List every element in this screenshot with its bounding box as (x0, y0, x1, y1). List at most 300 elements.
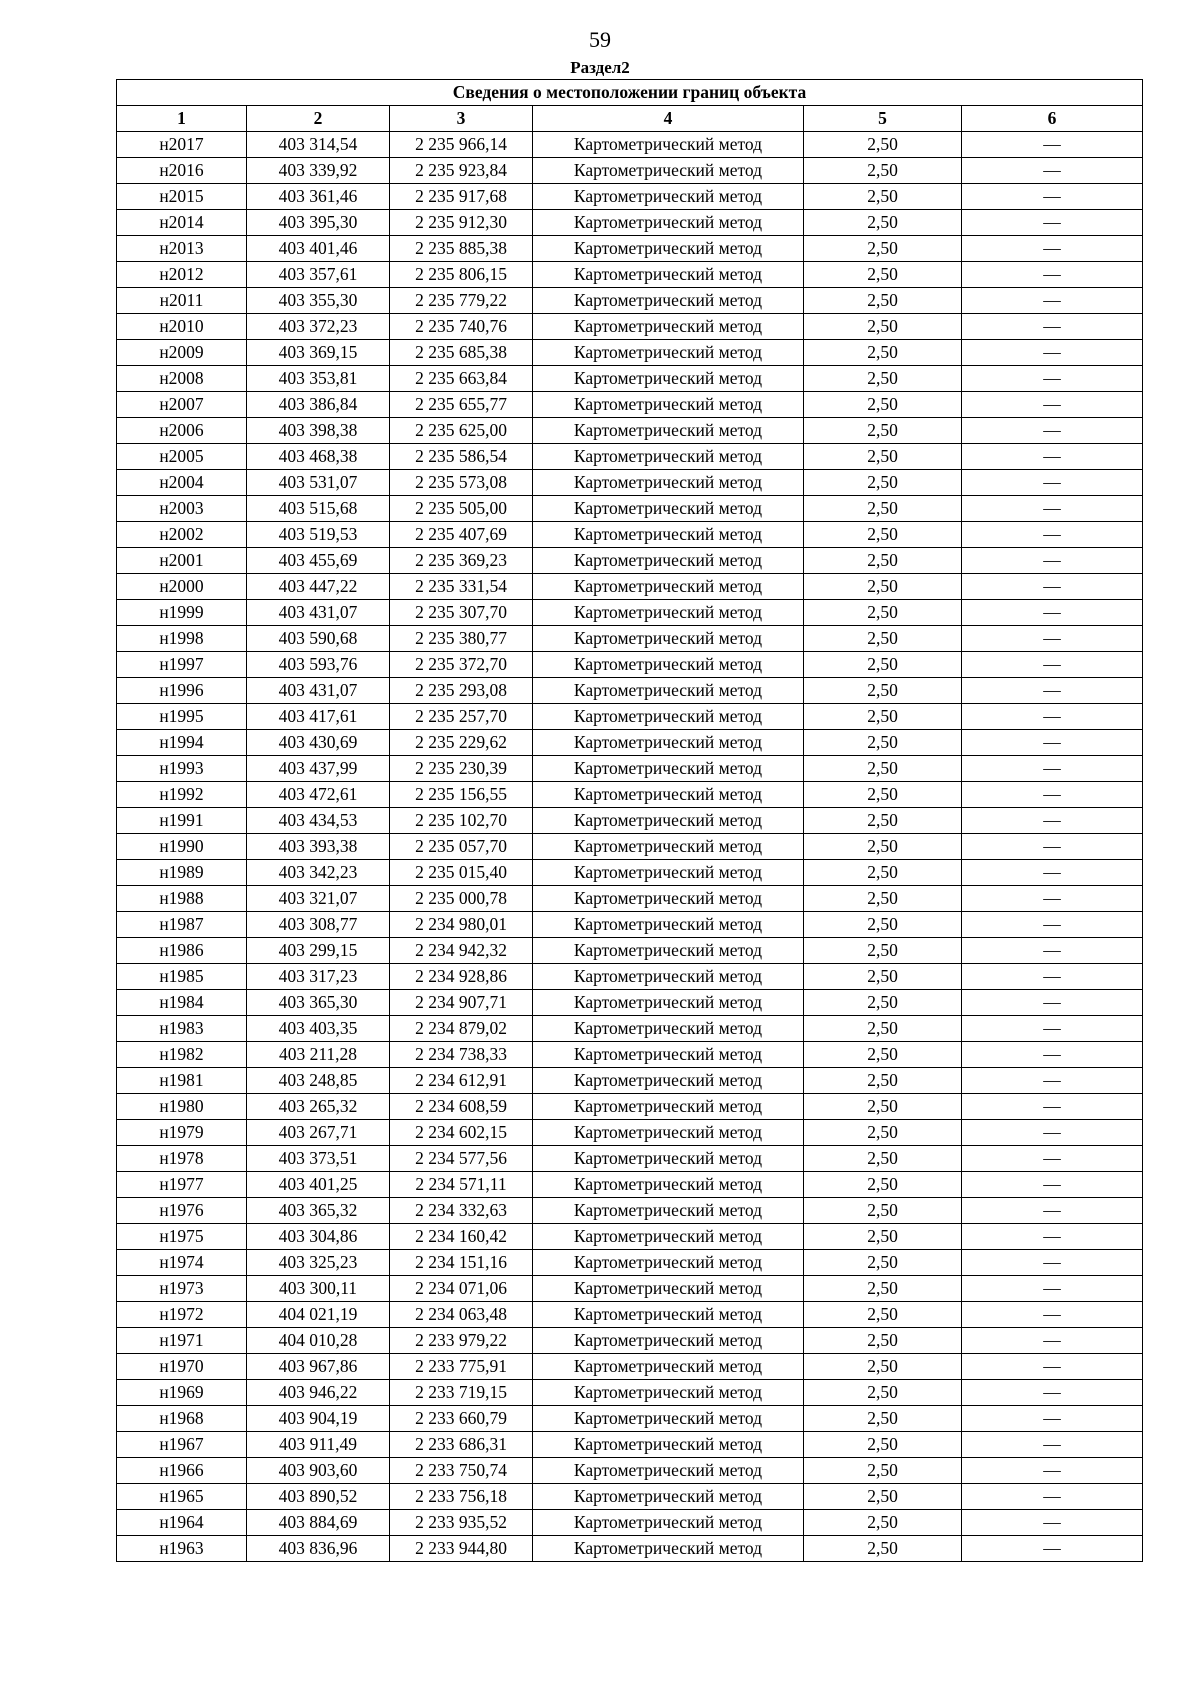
description-cell: — (962, 938, 1143, 964)
method-cell: Картометрический метод (533, 1250, 804, 1276)
description-cell: — (962, 626, 1143, 652)
section-title: Раздел2 (570, 58, 630, 77)
x-coordinate-cell: 403 342,23 (247, 860, 390, 886)
x-coordinate-cell: 403 321,07 (247, 886, 390, 912)
method-cell: Картометрический метод (533, 522, 804, 548)
accuracy-cell: 2,50 (804, 1432, 962, 1458)
table-row (117, 1276, 1143, 1302)
description-cell: — (962, 730, 1143, 756)
accuracy-cell: 2,50 (804, 496, 962, 522)
description-cell: — (962, 860, 1143, 886)
table-row (117, 1042, 1143, 1068)
method-cell: Картометрический метод (533, 158, 804, 184)
description-cell: — (962, 522, 1143, 548)
point-id-cell: н1966 (117, 1458, 247, 1484)
accuracy-cell: 2,50 (804, 1224, 962, 1250)
accuracy-cell: 2,50 (804, 418, 962, 444)
description-cell: — (962, 834, 1143, 860)
x-coordinate-cell: 403 890,52 (247, 1484, 390, 1510)
accuracy-cell: 2,50 (804, 1354, 962, 1380)
y-coordinate-cell: 2 234 738,33 (390, 1042, 533, 1068)
x-coordinate-cell: 404 010,28 (247, 1328, 390, 1354)
x-coordinate-cell: 403 304,86 (247, 1224, 390, 1250)
accuracy-cell: 2,50 (804, 1120, 962, 1146)
description-cell: — (962, 1484, 1143, 1510)
y-coordinate-cell: 2 235 307,70 (390, 600, 533, 626)
point-id-cell: н1975 (117, 1224, 247, 1250)
point-id-cell: н1972 (117, 1302, 247, 1328)
method-cell: Картометрический метод (533, 1432, 804, 1458)
description-cell: — (962, 1094, 1143, 1120)
description-cell: — (962, 470, 1143, 496)
table-row (117, 314, 1143, 340)
description-cell: — (962, 1146, 1143, 1172)
point-id-cell: н2013 (117, 236, 247, 262)
accuracy-cell: 2,50 (804, 288, 962, 314)
description-cell: — (962, 314, 1143, 340)
x-coordinate-cell: 403 967,86 (247, 1354, 390, 1380)
accuracy-cell: 2,50 (804, 1406, 962, 1432)
x-coordinate-cell: 403 904,19 (247, 1406, 390, 1432)
table-body (117, 132, 1143, 1562)
y-coordinate-cell: 2 235 102,70 (390, 808, 533, 834)
table-row (117, 1458, 1143, 1484)
method-cell: Картометрический метод (533, 1458, 804, 1484)
y-coordinate-cell: 2 234 160,42 (390, 1224, 533, 1250)
table-row (117, 782, 1143, 808)
y-coordinate-cell: 2 234 879,02 (390, 1016, 533, 1042)
accuracy-cell: 2,50 (804, 1146, 962, 1172)
method-cell: Картометрический метод (533, 1146, 804, 1172)
y-coordinate-cell: 2 235 685,38 (390, 340, 533, 366)
x-coordinate-cell: 403 369,15 (247, 340, 390, 366)
point-id-cell: н2016 (117, 158, 247, 184)
y-coordinate-cell: 2 234 071,06 (390, 1276, 533, 1302)
y-coordinate-cell: 2 235 573,08 (390, 470, 533, 496)
point-id-cell: н1973 (117, 1276, 247, 1302)
point-id-cell: н2002 (117, 522, 247, 548)
y-coordinate-cell: 2 234 980,01 (390, 912, 533, 938)
point-id-cell: н1965 (117, 1484, 247, 1510)
description-cell: — (962, 574, 1143, 600)
point-id-cell: н1997 (117, 652, 247, 678)
y-coordinate-cell: 2 233 719,15 (390, 1380, 533, 1406)
method-cell: Картометрический метод (533, 964, 804, 990)
table-row (117, 1250, 1143, 1276)
table-row (117, 756, 1143, 782)
accuracy-cell: 2,50 (804, 262, 962, 288)
x-coordinate-cell: 403 365,30 (247, 990, 390, 1016)
description-cell: — (962, 262, 1143, 288)
accuracy-cell: 2,50 (804, 912, 962, 938)
y-coordinate-cell: 2 235 923,84 (390, 158, 533, 184)
accuracy-cell: 2,50 (804, 1042, 962, 1068)
x-coordinate-cell: 403 372,23 (247, 314, 390, 340)
table-row (117, 522, 1143, 548)
method-cell: Картометрический метод (533, 678, 804, 704)
table-row (117, 236, 1143, 262)
description-cell: — (962, 1328, 1143, 1354)
x-coordinate-cell: 403 403,35 (247, 1016, 390, 1042)
method-cell: Картометрический метод (533, 990, 804, 1016)
y-coordinate-cell: 2 235 505,00 (390, 496, 533, 522)
accuracy-cell: 2,50 (804, 1510, 962, 1536)
point-id-cell: н2015 (117, 184, 247, 210)
table-row (117, 158, 1143, 184)
accuracy-cell: 2,50 (804, 1380, 962, 1406)
description-cell: — (962, 1510, 1143, 1536)
table-row (117, 808, 1143, 834)
accuracy-cell: 2,50 (804, 1172, 962, 1198)
description-cell: — (962, 1016, 1143, 1042)
point-id-cell: н2003 (117, 496, 247, 522)
x-coordinate-cell: 403 248,85 (247, 1068, 390, 1094)
point-id-cell: н1974 (117, 1250, 247, 1276)
table-row (117, 184, 1143, 210)
y-coordinate-cell: 2 233 660,79 (390, 1406, 533, 1432)
method-cell: Картометрический метод (533, 210, 804, 236)
accuracy-cell: 2,50 (804, 652, 962, 678)
description-cell: — (962, 158, 1143, 184)
table-row (117, 496, 1143, 522)
table-row (117, 210, 1143, 236)
y-coordinate-cell: 2 234 151,16 (390, 1250, 533, 1276)
method-cell: Картометрический метод (533, 392, 804, 418)
description-cell: — (962, 1198, 1143, 1224)
description-cell: — (962, 808, 1143, 834)
table-row (117, 912, 1143, 938)
description-cell: — (962, 912, 1143, 938)
point-id-cell: н1994 (117, 730, 247, 756)
table-row (117, 340, 1143, 366)
x-coordinate-cell: 403 519,53 (247, 522, 390, 548)
point-id-cell: н1985 (117, 964, 247, 990)
column-header: 1 (117, 106, 247, 132)
method-cell: Картометрический метод (533, 262, 804, 288)
y-coordinate-cell: 2 233 750,74 (390, 1458, 533, 1484)
table-row (117, 548, 1143, 574)
y-coordinate-cell: 2 235 966,14 (390, 132, 533, 158)
y-coordinate-cell: 2 235 380,77 (390, 626, 533, 652)
y-coordinate-cell: 2 235 586,54 (390, 444, 533, 470)
x-coordinate-cell: 403 836,96 (247, 1536, 390, 1562)
x-coordinate-cell: 403 211,28 (247, 1042, 390, 1068)
accuracy-cell: 2,50 (804, 626, 962, 652)
method-cell: Картометрический метод (533, 912, 804, 938)
method-cell: Картометрический метод (533, 314, 804, 340)
x-coordinate-cell: 403 314,54 (247, 132, 390, 158)
method-cell: Картометрический метод (533, 288, 804, 314)
point-id-cell: н1967 (117, 1432, 247, 1458)
y-coordinate-cell: 2 235 015,40 (390, 860, 533, 886)
column-number-row (117, 106, 1143, 132)
table-row (117, 860, 1143, 886)
y-coordinate-cell: 2 235 806,15 (390, 262, 533, 288)
table-row (117, 652, 1143, 678)
y-coordinate-cell: 2 235 625,00 (390, 418, 533, 444)
point-id-cell: н1988 (117, 886, 247, 912)
y-coordinate-cell: 2 235 257,70 (390, 704, 533, 730)
y-coordinate-cell: 2 234 608,59 (390, 1094, 533, 1120)
table-row (117, 1328, 1143, 1354)
x-coordinate-cell: 403 431,07 (247, 600, 390, 626)
x-coordinate-cell: 403 593,76 (247, 652, 390, 678)
table-caption: Сведения о местоположении границ объекта (117, 80, 1143, 106)
point-id-cell: н1993 (117, 756, 247, 782)
method-cell: Картометрический метод (533, 886, 804, 912)
point-id-cell: н1995 (117, 704, 247, 730)
method-cell: Картометрический метод (533, 184, 804, 210)
accuracy-cell: 2,50 (804, 1458, 962, 1484)
accuracy-cell: 2,50 (804, 1484, 962, 1510)
table-row (117, 574, 1143, 600)
x-coordinate-cell: 403 590,68 (247, 626, 390, 652)
point-id-cell: н2017 (117, 132, 247, 158)
table-row (117, 1302, 1143, 1328)
description-cell: — (962, 1276, 1143, 1302)
accuracy-cell: 2,50 (804, 834, 962, 860)
table-row (117, 964, 1143, 990)
method-cell: Картометрический метод (533, 1302, 804, 1328)
point-id-cell: н1992 (117, 782, 247, 808)
x-coordinate-cell: 403 884,69 (247, 1510, 390, 1536)
table-row (117, 730, 1143, 756)
point-id-cell: н1989 (117, 860, 247, 886)
accuracy-cell: 2,50 (804, 548, 962, 574)
point-id-cell: н1976 (117, 1198, 247, 1224)
y-coordinate-cell: 2 235 885,38 (390, 236, 533, 262)
method-cell: Картометрический метод (533, 340, 804, 366)
x-coordinate-cell: 403 417,61 (247, 704, 390, 730)
description-cell: — (962, 756, 1143, 782)
point-id-cell: н2005 (117, 444, 247, 470)
y-coordinate-cell: 2 235 407,69 (390, 522, 533, 548)
accuracy-cell: 2,50 (804, 990, 962, 1016)
method-cell: Картометрический метод (533, 860, 804, 886)
table-row (117, 704, 1143, 730)
table-row (117, 1172, 1143, 1198)
x-coordinate-cell: 403 430,69 (247, 730, 390, 756)
y-coordinate-cell: 2 235 917,68 (390, 184, 533, 210)
point-id-cell: н1964 (117, 1510, 247, 1536)
method-cell: Картометрический метод (533, 1354, 804, 1380)
description-cell: — (962, 1458, 1143, 1484)
y-coordinate-cell: 2 234 332,63 (390, 1198, 533, 1224)
table-row (117, 288, 1143, 314)
table-row (117, 366, 1143, 392)
method-cell: Картометрический метод (533, 834, 804, 860)
table-row (117, 1484, 1143, 1510)
description-cell: — (962, 1224, 1143, 1250)
description-cell: — (962, 1432, 1143, 1458)
description-cell: — (962, 1250, 1143, 1276)
description-cell: — (962, 1172, 1143, 1198)
y-coordinate-cell: 2 235 331,54 (390, 574, 533, 600)
description-cell: — (962, 1042, 1143, 1068)
accuracy-cell: 2,50 (804, 1094, 962, 1120)
point-id-cell: н1998 (117, 626, 247, 652)
accuracy-cell: 2,50 (804, 184, 962, 210)
method-cell: Картометрический метод (533, 1198, 804, 1224)
description-cell: — (962, 366, 1143, 392)
accuracy-cell: 2,50 (804, 1250, 962, 1276)
method-cell: Картометрический метод (533, 1406, 804, 1432)
point-id-cell: н1968 (117, 1406, 247, 1432)
y-coordinate-cell: 2 235 655,77 (390, 392, 533, 418)
y-coordinate-cell: 2 235 369,23 (390, 548, 533, 574)
accuracy-cell: 2,50 (804, 1276, 962, 1302)
description-cell: — (962, 1406, 1143, 1432)
accuracy-cell: 2,50 (804, 678, 962, 704)
method-cell: Картометрический метод (533, 1536, 804, 1562)
point-id-cell: н1978 (117, 1146, 247, 1172)
x-coordinate-cell: 403 903,60 (247, 1458, 390, 1484)
accuracy-cell: 2,50 (804, 1016, 962, 1042)
accuracy-cell: 2,50 (804, 366, 962, 392)
accuracy-cell: 2,50 (804, 756, 962, 782)
table-row (117, 1146, 1143, 1172)
x-coordinate-cell: 403 353,81 (247, 366, 390, 392)
y-coordinate-cell: 2 235 293,08 (390, 678, 533, 704)
method-cell: Картометрический метод (533, 366, 804, 392)
column-header: 3 (390, 106, 533, 132)
point-id-cell: н2008 (117, 366, 247, 392)
x-coordinate-cell: 403 325,23 (247, 1250, 390, 1276)
table-row (117, 600, 1143, 626)
point-id-cell: н1991 (117, 808, 247, 834)
table-row (117, 444, 1143, 470)
description-cell: — (962, 1536, 1143, 1562)
method-cell: Картометрический метод (533, 652, 804, 678)
method-cell: Картометрический метод (533, 496, 804, 522)
x-coordinate-cell: 403 373,51 (247, 1146, 390, 1172)
table-row (117, 1224, 1143, 1250)
accuracy-cell: 2,50 (804, 340, 962, 366)
y-coordinate-cell: 2 235 229,62 (390, 730, 533, 756)
point-id-cell: н1984 (117, 990, 247, 1016)
method-cell: Картометрический метод (533, 938, 804, 964)
table-row (117, 1432, 1143, 1458)
description-cell: — (962, 964, 1143, 990)
description-cell: — (962, 496, 1143, 522)
column-header: 4 (533, 106, 804, 132)
method-cell: Картометрический метод (533, 1042, 804, 1068)
x-coordinate-cell: 403 468,38 (247, 444, 390, 470)
description-cell: — (962, 236, 1143, 262)
method-cell: Картометрический метод (533, 1172, 804, 1198)
point-id-cell: н1986 (117, 938, 247, 964)
method-cell: Картометрический метод (533, 808, 804, 834)
point-id-cell: н1980 (117, 1094, 247, 1120)
method-cell: Картометрический метод (533, 704, 804, 730)
point-id-cell: н1979 (117, 1120, 247, 1146)
point-id-cell: н2009 (117, 340, 247, 366)
x-coordinate-cell: 403 515,68 (247, 496, 390, 522)
table-row (117, 1510, 1143, 1536)
x-coordinate-cell: 403 455,69 (247, 548, 390, 574)
accuracy-cell: 2,50 (804, 782, 962, 808)
description-cell: — (962, 990, 1143, 1016)
y-coordinate-cell: 2 234 602,15 (390, 1120, 533, 1146)
point-id-cell: н2006 (117, 418, 247, 444)
x-coordinate-cell: 403 911,49 (247, 1432, 390, 1458)
accuracy-cell: 2,50 (804, 600, 962, 626)
point-id-cell: н2012 (117, 262, 247, 288)
y-coordinate-cell: 2 234 612,91 (390, 1068, 533, 1094)
accuracy-cell: 2,50 (804, 132, 962, 158)
accuracy-cell: 2,50 (804, 1068, 962, 1094)
point-id-cell: н2004 (117, 470, 247, 496)
description-cell: — (962, 600, 1143, 626)
method-cell: Картометрический метод (533, 548, 804, 574)
x-coordinate-cell: 403 393,38 (247, 834, 390, 860)
page-number: 59 (589, 27, 611, 52)
point-id-cell: н2007 (117, 392, 247, 418)
point-id-cell: н1969 (117, 1380, 247, 1406)
accuracy-cell: 2,50 (804, 808, 962, 834)
accuracy-cell: 2,50 (804, 860, 962, 886)
description-cell: — (962, 288, 1143, 314)
method-cell: Картометрический метод (533, 1016, 804, 1042)
accuracy-cell: 2,50 (804, 158, 962, 184)
table-row (117, 626, 1143, 652)
boundary-coordinates-table (116, 79, 1143, 1562)
description-cell: — (962, 886, 1143, 912)
table-row (117, 990, 1143, 1016)
description-cell: — (962, 1068, 1143, 1094)
y-coordinate-cell: 2 235 740,76 (390, 314, 533, 340)
accuracy-cell: 2,50 (804, 730, 962, 756)
table-row (117, 1068, 1143, 1094)
x-coordinate-cell: 403 398,38 (247, 418, 390, 444)
y-coordinate-cell: 2 235 779,22 (390, 288, 533, 314)
point-id-cell: н1982 (117, 1042, 247, 1068)
x-coordinate-cell: 404 021,19 (247, 1302, 390, 1328)
method-cell: Картометрический метод (533, 1094, 804, 1120)
point-id-cell: н1977 (117, 1172, 247, 1198)
description-cell: — (962, 1120, 1143, 1146)
x-coordinate-cell: 403 447,22 (247, 574, 390, 600)
point-id-cell: н1987 (117, 912, 247, 938)
description-cell: — (962, 704, 1143, 730)
table-row (117, 1380, 1143, 1406)
table-row (117, 470, 1143, 496)
x-coordinate-cell: 403 308,77 (247, 912, 390, 938)
description-cell: — (962, 548, 1143, 574)
x-coordinate-cell: 403 434,53 (247, 808, 390, 834)
table-row (117, 1406, 1143, 1432)
accuracy-cell: 2,50 (804, 444, 962, 470)
y-coordinate-cell: 2 233 686,31 (390, 1432, 533, 1458)
description-cell: — (962, 782, 1143, 808)
method-cell: Картометрический метод (533, 1328, 804, 1354)
point-id-cell: н1999 (117, 600, 247, 626)
accuracy-cell: 2,50 (804, 314, 962, 340)
description-cell: — (962, 392, 1143, 418)
method-cell: Картометрический метод (533, 1224, 804, 1250)
y-coordinate-cell: 2 233 775,91 (390, 1354, 533, 1380)
method-cell: Картометрический метод (533, 1068, 804, 1094)
y-coordinate-cell: 2 234 907,71 (390, 990, 533, 1016)
accuracy-cell: 2,50 (804, 1302, 962, 1328)
description-cell: — (962, 132, 1143, 158)
table-row (117, 1536, 1143, 1562)
y-coordinate-cell: 2 235 000,78 (390, 886, 533, 912)
y-coordinate-cell: 2 234 577,56 (390, 1146, 533, 1172)
description-cell: — (962, 444, 1143, 470)
x-coordinate-cell: 403 395,30 (247, 210, 390, 236)
method-cell: Картометрический метод (533, 418, 804, 444)
